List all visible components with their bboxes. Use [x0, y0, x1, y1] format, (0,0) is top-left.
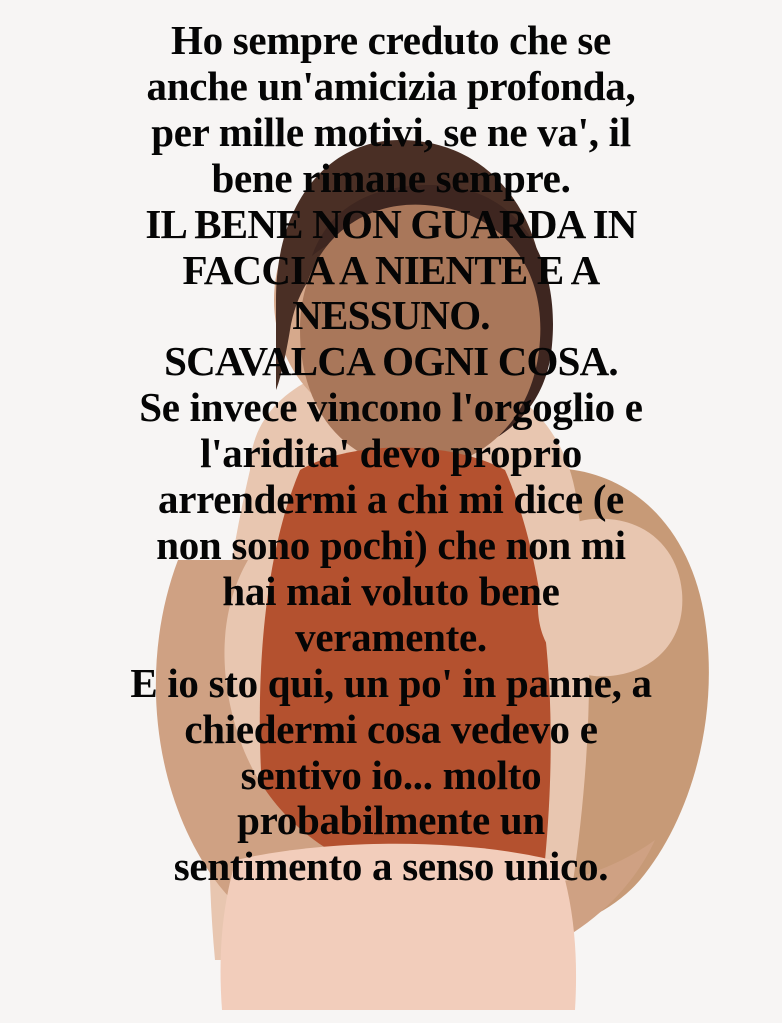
quote-line: NESSUNO. [292, 292, 490, 339]
quote-line: E io sto qui, un po' in panne, a [130, 659, 652, 706]
quote-line: veramente. [295, 613, 487, 660]
quote-line: non sono pochi) che non mi [156, 521, 626, 568]
quote-line: hai mai voluto bene [222, 567, 560, 614]
quote-line: per mille motivi, se ne va', il [151, 108, 631, 155]
quote-line: SCAVALCA OGNI COSA. [164, 338, 618, 385]
quote-line: sentivo io... molto [240, 751, 542, 798]
quote-line: arrendermi a chi mi dice (e [158, 476, 624, 523]
quote-line: chiedermi cosa vedevo e [184, 705, 598, 752]
quote-text-block [0, 18, 782, 890]
quote-line: l'aridita' devo proprio [200, 430, 582, 477]
quote-line: Ho sempre creduto che se [171, 17, 611, 63]
quote-line: Se invece vincono l'orgoglio e [139, 384, 643, 431]
quote-line: anche un'amicizia profonda, [146, 62, 636, 109]
quote-line: FACCIA A NIENTE E A [182, 246, 600, 293]
quote-line: sentimento a senso unico. [173, 843, 609, 890]
quote-line: bene rimane sempre. [211, 154, 571, 201]
quote-line: probabilmente un [237, 797, 545, 844]
quote-line: IL BENE NON GUARDA IN [145, 200, 637, 247]
